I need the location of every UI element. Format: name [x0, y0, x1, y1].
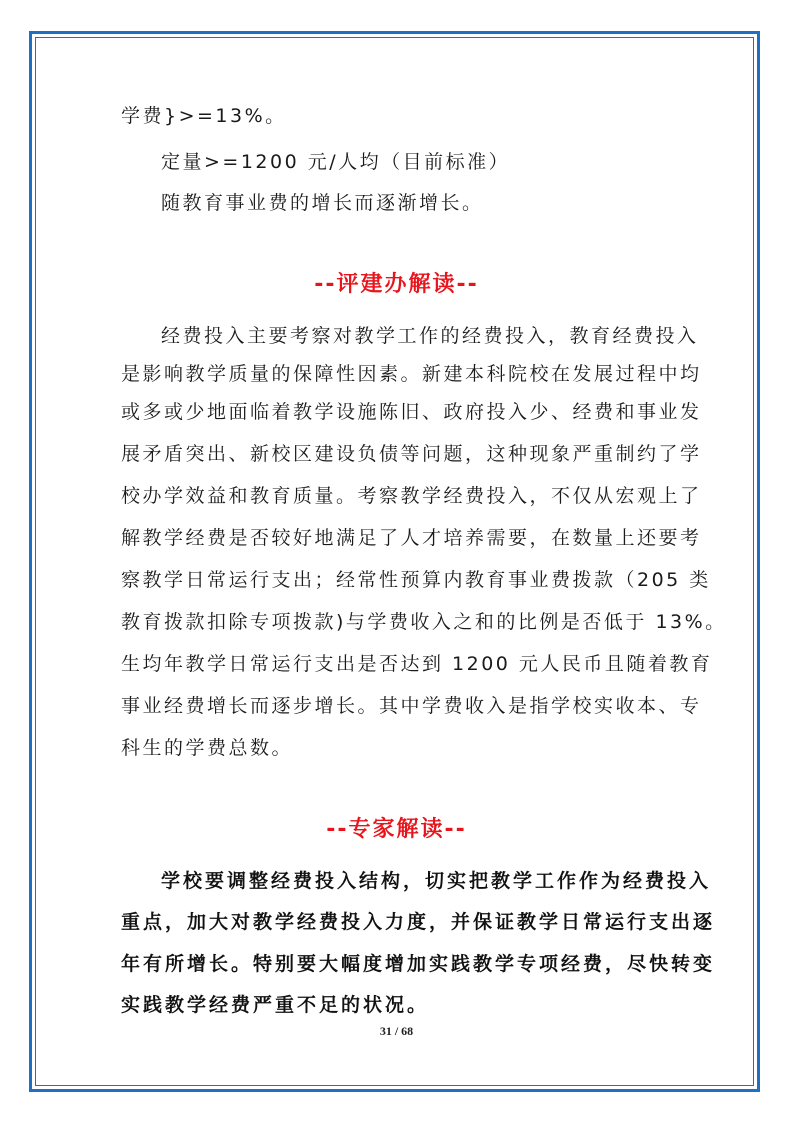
text-line: 或多或少地面临着教学设施陈旧、政府投入少、经费和事业发 — [121, 401, 702, 423]
text-line: 生均年教学日常运行支出是否达到 1200 元人民币且随着教育 — [121, 653, 713, 675]
text-line: 实践教学经费严重不足的状况。 — [121, 994, 430, 1016]
text-line: 经费投入主要考察对教学工作的经费投入，教育经费投入 — [161, 325, 699, 347]
text-line: 教育拨款扣除专项拨款)与学费收入之和的比例是否低于 13%。 — [121, 611, 727, 633]
text-line: 是影响教学质量的保障性因素。新建本科院校在发展过程中均 — [121, 363, 702, 385]
text-line: 定量>=1200 元/人均（目前标准） — [161, 151, 511, 173]
text-line: 科生的学费总数。 — [121, 737, 294, 759]
text-line: 重点，加大对教学经费投入力度，并保证教学日常运行支出逐 — [121, 911, 716, 933]
text-line: 学费}>=13%。 — [121, 105, 287, 127]
section-heading-expert: --专家解读-- — [326, 817, 467, 842]
text-line: 解教学经费是否较好地满足了人才培养需要，在数量上还要考 — [121, 527, 702, 549]
text-line: 随教育事业费的增长而逐渐增长。 — [161, 192, 484, 214]
page-number: 31 / 68 — [379, 1024, 414, 1038]
section-heading-evaluation-office: --评建办解读-- — [314, 272, 479, 297]
text-line: 学校要调整经费投入结构，切实把教学工作作为经费投入 — [161, 870, 712, 892]
text-line: 展矛盾突出、新校区建设负债等问题，这种现象严重制约了学 — [121, 443, 702, 465]
text-line: 年有所增长。特别要大幅度增加实践教学专项经费，尽快转变 — [121, 953, 716, 975]
text-line: 校办学效益和教育质量。考察教学经费投入，不仅从宏观上了 — [121, 485, 702, 507]
text-line: 察教学日常运行支出；经常性预算内教育事业费拨款（205 类 — [121, 569, 711, 591]
text-line: 事业经费增长而逐步增长。其中学费收入是指学校实收本、专 — [121, 695, 702, 717]
